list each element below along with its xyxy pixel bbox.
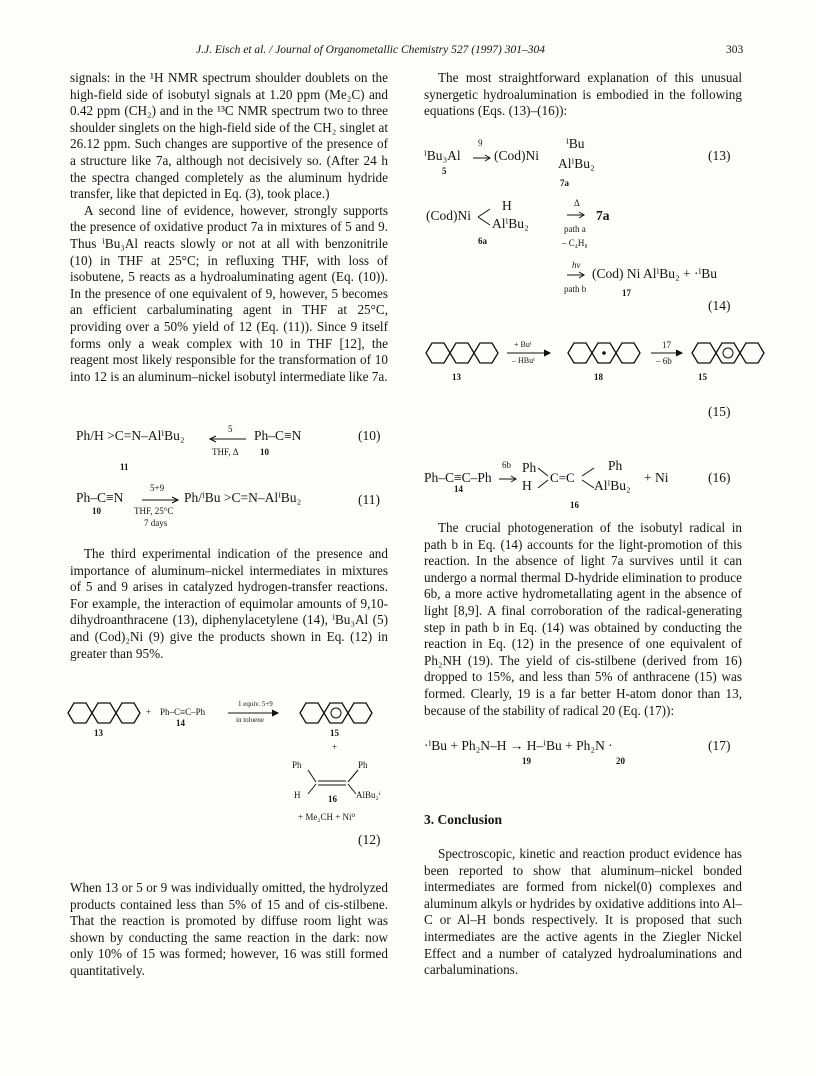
- paragraph: signals: in the ¹H NMR spectrum shoulder doublets on the high-field side of isobutyl signals at 1.20 ppm (Me₂C) and 0.42 ppm (CH₂) and in the ¹³C NMR spectrum two to three shoulder singlets on the high-field side of the CH₂ singlet at 26.12 ppm. Such changes are supportive of the presence of a structure like 7a, although not decisively so. (After 24 h the spectra changed completely as the aluminum hydride transfer, like that depicted in Eq. (3), took place.): [70, 70, 388, 202]
- running-header: J.J. Eisch et al. / Journal of Organometallic Chemistry 527 (1997) 301–304: [196, 44, 545, 56]
- eq14-delta: Δ: [574, 198, 580, 208]
- eq12-reagent: Ph–C≡C–Ph: [160, 707, 206, 717]
- eq12-plus: +: [146, 707, 152, 717]
- paragraph: A second line of evidence, however, strongly supports the presence of oxidative product 7a in mixtures of 5 and 9. Thus ⁱBu₃Al reacts slowly or not at all with benzonitrile (10) in THF at 25°C; in refluxing THF, with loss of isobutene, 5 reacts as a hydroaluminating agent (Eq. (10)). In the presence of one equivalent of 9, however, 5 becomes an efficient carbaluminating agent in THF at 25°C, providing over a 50% yield of 12 (Eq. (11)). Since 9 itself forms only a weak complex with 10 in THF [12], the reagent most likely responsible for the transformation of 10 into 12 is an aluminum–nickel isobutyl intermediate like 7a.: [70, 202, 388, 384]
- dihydroanthracene-13-structure: [66, 700, 138, 726]
- eq10-product: Ph/H >C=N–AlⁱBu₂: [76, 428, 185, 443]
- eq14-hv: hν: [572, 260, 581, 270]
- eq12-arrow-bottom: in toluene: [236, 716, 264, 724]
- eq11-label-10: 10: [92, 506, 101, 516]
- eq11-arrow-bottom2: 7 days: [144, 518, 168, 528]
- eq14-arrow-a: [566, 212, 586, 218]
- left-column-top: [70, 70, 388, 385]
- eq11-product: Ph/ⁱBu >C=N–AlⁱBu₂: [184, 490, 302, 505]
- eq10-arrow-bottom: THF, Δ: [212, 447, 239, 457]
- eq14-path-a: path a: [564, 224, 586, 234]
- eq16-plus-ni: + Ni: [644, 470, 669, 485]
- eq14-product-b: (Cod) Ni AlⁱBu₂ + ·ⁱBu: [592, 266, 718, 281]
- section-heading: 3. Conclusion: [424, 812, 503, 827]
- eq13-product-al: AlⁱBu₂: [558, 156, 595, 171]
- eq14-minus-c4h8: – C₄H₈: [562, 238, 588, 248]
- eq15-label-13: 13: [452, 372, 461, 382]
- eq13-arrow: [472, 155, 492, 161]
- eq16-arrow: [498, 476, 518, 482]
- eq14-reactant-al: AlⁱBu₂: [492, 216, 529, 231]
- paragraph: When 13 or 5 or 9 was individually omitted, the hydrolyzed products contained less than 5% of 15 and of cis-stilbene. That the reaction is promoted by diffuse room light was shown by conducting the same reaction in the dark: now only 10% of 15 was formed; however, 16 was still formed quantitatively.: [70, 880, 388, 978]
- paragraph: The most straightforward explanation of this unusual synergetic hydroalumination is embodied in the following equations (Eqs. (13)–(16)):: [424, 70, 742, 119]
- svg-text:C=C: C=C: [550, 470, 575, 485]
- eq10-label-10: 10: [260, 447, 269, 457]
- eq12-stilbene-h: H: [294, 790, 301, 800]
- eq16-reactant: Ph–C≡C–Ph: [424, 470, 492, 485]
- eq15-arrow2-bottom: – 6b: [656, 356, 672, 366]
- eq11-reactant: Ph–C≡N: [76, 490, 124, 505]
- eq11-arrow-top: 5+9: [150, 483, 165, 493]
- eq13-number: (13): [708, 148, 731, 163]
- eq17-label-19: 19: [522, 756, 531, 766]
- eq14-label-17: 17: [622, 288, 631, 298]
- eq15-number: (15): [708, 404, 731, 419]
- eq14-path-b: path b: [564, 284, 587, 294]
- eq16-product-ph2: Ph: [608, 458, 623, 473]
- right-column-bottom: [424, 846, 742, 979]
- eq12-label-16: 16: [328, 794, 337, 804]
- eq12-label-14: 14: [176, 718, 185, 728]
- paragraph: The third experimental indication of the presence and importance of aluminum–nickel intermediates in mixtures of 5 and 9 arises in catalyzed hydrogen-transfer reactions. For example, the interaction of equimolar amounts of 9,10-dihydroanthracene (13), diphenylacetylene (14), ⁱBu₃Al (5) and (Cod)₂Ni (9) give the products shown in Eq. (12) in greater than 95%.: [70, 546, 388, 661]
- dihydroanthracene-13-structure: [424, 340, 496, 366]
- eq16-label-14: 14: [454, 484, 463, 494]
- eq10-arrow-top: 5: [228, 424, 233, 434]
- eq16-label-16: 16: [570, 500, 579, 510]
- eq12-arrow-top: 1 equiv. 5+9: [238, 700, 273, 708]
- anthracene-15-structure: [690, 340, 762, 366]
- left-column-bottom: [70, 880, 388, 980]
- eq17-number: (17): [708, 738, 731, 753]
- eq14-reactant-ni: (Cod)Ni: [426, 208, 471, 223]
- dihydroanthracenyl-radical-18-structure: [566, 340, 638, 366]
- eq14-product-a: 7a: [596, 208, 610, 223]
- eq15-arrow1-top: + Buⁱ: [514, 340, 532, 349]
- eq14-arrow-b: [566, 272, 586, 278]
- eq10-arrow: [208, 436, 248, 442]
- eq13-product-ni: (Cod)Ni: [494, 148, 539, 163]
- eq11-number: (11): [358, 492, 380, 507]
- page-number: 303: [726, 44, 744, 56]
- eq12-plus2: +: [332, 742, 338, 752]
- eq12-label-13: 13: [94, 728, 103, 738]
- eq17-text: ·ⁱBu + Ph₂N–H → H–ⁱBu + Ph₂N ·: [424, 738, 613, 753]
- paragraph: The crucial photogeneration of the isobutyl radical in path b in Eq. (14) accounts for the light-promotion of this reaction. In the absence of light 7a survives until it can undergo a normal thermal D-hydride elimination to produce 6b, a more active hydrometallating agent in the absence of light [8,9]. A final corroboration of the radical-generating step in path b in Eq. (14) was obtained by conducting the reaction in Eq. (12) in the presence of one equivalent of Ph₂NH (19). The yield of cis-stilbene (derived from 16) dropped to 15%, and less than 5% of anthracene (15) was formed. Clearly, 19 is a far better H-atom donor than 13, because of the stability of radical 20 (Eq. (17)):: [424, 520, 742, 718]
- paragraph: Spectroscopic, kinetic and reaction product evidence has been reported to show that aluminum–nickel bonded intermediates are formed from nickel(0) complexes and aluminum alkyls or hydrides by oxidative additions into Al–C or Al–H bonds respectively. It is proposed that such intermediates are the active agents in the Ziegler Nickel Effect and a number of catalyzed hydroaluminations and carbaluminations.: [424, 846, 742, 978]
- eq16-product-h: H: [522, 478, 532, 493]
- right-column-top: [424, 70, 742, 120]
- eq12-stilbene-al: AlBu₂ⁱ: [356, 790, 381, 800]
- eq15-label-18: 18: [594, 372, 603, 382]
- eq15-label-15: 15: [698, 372, 707, 382]
- eq12-label-15: 15: [330, 728, 339, 738]
- left-column-mid: [70, 546, 388, 662]
- eq16-number: (16): [708, 470, 731, 485]
- eq17-label-20: 20: [616, 756, 625, 766]
- eq10-reactant: Ph–C≡N: [254, 428, 302, 443]
- eq14-reactant-h: H: [502, 198, 512, 213]
- eq12-number: (12): [358, 832, 381, 847]
- eq13-label-5: 5: [442, 166, 447, 176]
- anthracene-15-structure: [298, 700, 370, 726]
- right-column-mid: [424, 520, 742, 719]
- eq10-label-11: 11: [120, 462, 129, 472]
- eq12-stilbene-ph2: Ph: [358, 760, 368, 770]
- eq13-product-bu: ⁱBu: [566, 136, 585, 151]
- eq14-label-6a: 6a: [478, 236, 487, 246]
- eq13-label-7a: 7a: [560, 178, 569, 188]
- eq14-number: (14): [708, 298, 731, 313]
- eq13-arrow-top: 9: [478, 138, 483, 148]
- eq11-arrow: [140, 497, 180, 503]
- eq15-arrow1-bottom: – HBuⁱ: [512, 356, 535, 365]
- eq16-product-al: AlⁱBu₂: [594, 478, 631, 493]
- eq13-reactant: ⁱBu₃Al: [424, 148, 461, 163]
- eq10-number: (10): [358, 428, 381, 443]
- eq12-byproducts: + Me₂CH + Ni⁰: [298, 812, 356, 822]
- eq14-bond-lines: [476, 206, 492, 228]
- eq16-arrow-top: 6b: [502, 460, 511, 470]
- eq11-arrow-bottom: THF, 25°C: [134, 506, 174, 516]
- eq12-stilbene-ph1: Ph: [292, 760, 302, 770]
- eq16-product-ph1: Ph: [522, 460, 537, 475]
- eq15-arrow2-top: 17: [662, 340, 671, 350]
